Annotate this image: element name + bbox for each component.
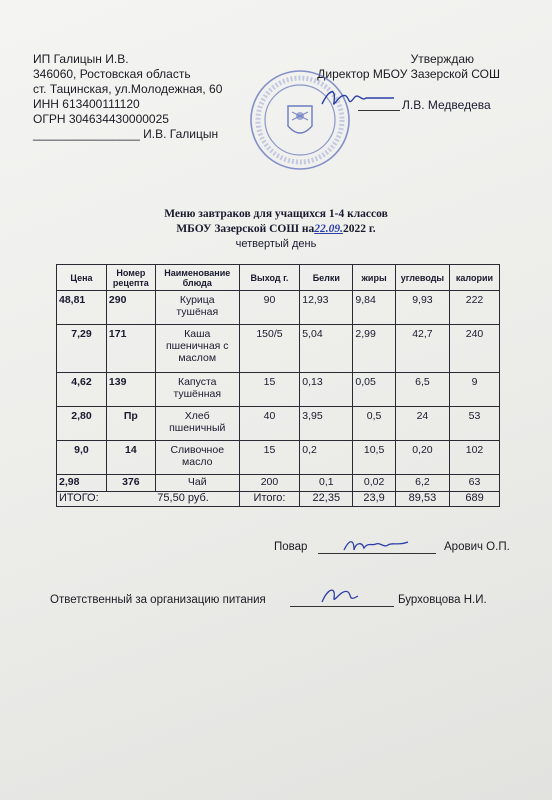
- cell-dish: Каша пшеничная с маслом: [155, 325, 239, 373]
- cell-fat: 10,5: [353, 441, 395, 475]
- table-header-row: [57, 265, 500, 291]
- cell-fat: 0,05: [353, 373, 395, 407]
- cell-carbs: 42,7: [395, 325, 449, 373]
- total-carbs: 89,53: [395, 492, 449, 507]
- cell-protein: 5,04: [300, 325, 353, 373]
- cell-protein: 0,1: [300, 475, 353, 492]
- table-row: [57, 291, 500, 325]
- col-header-fat: жиры: [353, 265, 395, 291]
- table-row: [57, 325, 500, 373]
- menu-table: [56, 264, 500, 507]
- org-address-2: ст. Тацинская, ул.Молодежная, 60: [33, 82, 223, 96]
- total-label: ИТОГО:: [57, 492, 156, 507]
- cell-fat: 0,02: [353, 475, 395, 492]
- table-row: [57, 441, 500, 475]
- cell-protein: 0,2: [300, 441, 353, 475]
- col-header-yield: Выход г.: [239, 265, 300, 291]
- cell-dish: Сливочное масло: [155, 441, 239, 475]
- menu-date: 22.09.: [314, 223, 343, 235]
- menu-subtitle: [0, 223, 552, 235]
- responsible-name: Бурховцова Н.И.: [398, 594, 487, 606]
- cell-recipe: 171: [106, 325, 155, 373]
- cell-kcal: 9: [450, 373, 500, 407]
- cell-dish: Курица тушёная: [155, 291, 239, 325]
- cell-yield: 90: [239, 291, 300, 325]
- org-address-1: 346060, Ростовская область: [33, 67, 191, 81]
- org-name: ИП Галицын И.В.: [33, 52, 129, 66]
- cell-protein: 12,93: [300, 291, 353, 325]
- cell-yield: 40: [239, 407, 300, 441]
- org-requisites: [33, 52, 222, 142]
- cell-kcal: 53: [450, 407, 500, 441]
- cell-price: 4,62: [57, 373, 107, 407]
- cell-price: 2,98: [57, 475, 107, 492]
- cell-carbs: 6,2: [395, 475, 449, 492]
- approver-position: Директор МБОУ Зазерской СОШ: [317, 67, 500, 81]
- total-sum: 75,50 руб.: [155, 492, 239, 507]
- total-protein: 22,35: [300, 492, 353, 507]
- cell-kcal: 102: [450, 441, 500, 475]
- cell-kcal: 63: [450, 475, 500, 492]
- cell-yield: 200: [239, 475, 300, 492]
- cell-yield: 150/5: [239, 325, 300, 373]
- total-label-2: Итого:: [239, 492, 300, 507]
- approve-label: Утверждаю: [410, 52, 474, 66]
- cell-price: 48,81: [57, 291, 107, 325]
- cook-signature-icon: [342, 536, 412, 556]
- col-header-dish: Наименование блюда: [155, 265, 239, 291]
- menu-day: четвертый день: [235, 238, 317, 250]
- cook-label: Повар: [274, 541, 308, 553]
- col-header-kcal: калории: [450, 265, 500, 291]
- menu-year: 2022 г.: [342, 223, 376, 235]
- cell-carbs: 6,5: [395, 373, 449, 407]
- cell-yield: 15: [239, 441, 300, 475]
- menu-title: Меню завтраков для учащихся 1-4 классов: [164, 208, 388, 220]
- cell-carbs: 9,93: [395, 291, 449, 325]
- cell-kcal: 240: [450, 325, 500, 373]
- cell-price: 2,80: [57, 407, 107, 441]
- cell-fat: 2,99: [353, 325, 395, 373]
- cell-dish: Чай: [155, 475, 239, 492]
- cell-recipe: 139: [106, 373, 155, 407]
- col-header-carbs: углеводы: [395, 265, 449, 291]
- table-row: [57, 373, 500, 407]
- org-inn: ИНН 613400111120: [33, 97, 140, 111]
- col-header-price: Цена: [57, 265, 107, 291]
- cell-recipe: 376: [106, 475, 155, 492]
- cell-carbs: 0,20: [395, 441, 449, 475]
- cell-recipe: 14: [106, 441, 155, 475]
- cell-kcal: 222: [450, 291, 500, 325]
- cell-recipe: Пр: [106, 407, 155, 441]
- table-row: [57, 475, 500, 492]
- org-ogrn: ОГРН 304634430000025: [33, 112, 169, 126]
- cook-name: Арович О.П.: [444, 541, 510, 553]
- cell-dish: Капуста тушённая: [155, 373, 239, 407]
- cell-carbs: 24: [395, 407, 449, 441]
- cell-protein: 3,95: [300, 407, 353, 441]
- cell-fat: 0,5: [353, 407, 395, 441]
- cell-protein: 0,13: [300, 373, 353, 407]
- org-sign-line: ________________ И.В. Галицын: [33, 127, 219, 141]
- approver-name: Л.В. Медведева: [402, 98, 491, 112]
- col-header-recipe: Номер рецепта: [106, 265, 155, 291]
- cell-yield: 15: [239, 373, 300, 407]
- cell-dish: Хлеб пшеничный: [155, 407, 239, 441]
- director-signature-icon: [318, 84, 398, 114]
- responsible-label: Ответственный за организацию питания: [50, 594, 266, 606]
- cell-price: 7,29: [57, 325, 107, 373]
- table-total-row: [57, 492, 500, 507]
- cell-recipe: 290: [106, 291, 155, 325]
- school-name: МБОУ Зазерской СОШ на: [176, 223, 315, 235]
- table-row: [57, 407, 500, 441]
- total-fat: 23,9: [353, 492, 395, 507]
- cell-fat: 9,84: [353, 291, 395, 325]
- col-header-protein: Белки: [300, 265, 353, 291]
- responsible-signature-icon: [318, 584, 362, 608]
- total-kcal: 689: [450, 492, 500, 507]
- cell-price: 9,0: [57, 441, 107, 475]
